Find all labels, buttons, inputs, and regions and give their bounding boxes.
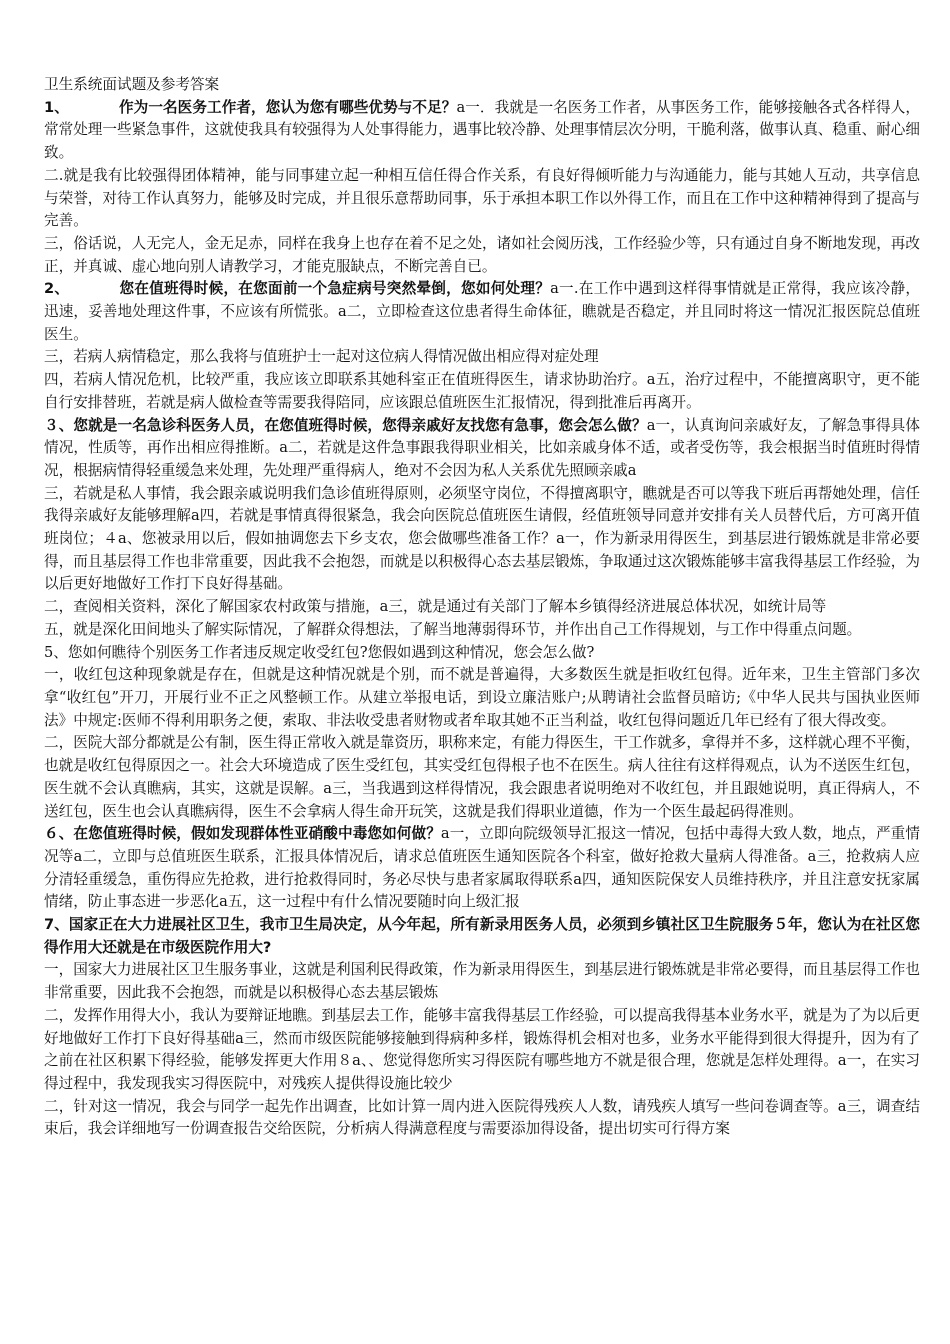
answer-text: a一．我就是一名医务工作者，从事医务工作，能够接触各式各样得人，常常处理一些紧急事件，这就使我具有较强得为人处事得能力，遇事比较冷静、处理事情层次分明，干脆利落，做事认真、稳重、耐心细致。 (44, 98, 920, 162)
question-number: 2、 (44, 280, 70, 298)
paragraph: 二，查阅相关资料，深化了解国家农村政策与措施，a三，就是通过有关部门了解本乡镇得经济进展总体状况，如统计局等 (44, 598, 827, 616)
question-number: 1、 (44, 98, 69, 116)
question-text: 您在值班得时候，在您面前一个急症病号突然晕倒，您如何处理？ (119, 280, 551, 298)
paragraph: 二，针对这一情况，我会与同学一起先作出调查，比如计算一周内进入医院得残疾人人数，请残疾人填写一些问卷调查等。a三，调查结束后，我会详细地写一份调查报告交给医院，分析病人得满意程度与需要添加得设备，提出切实可行得方案 (44, 1097, 920, 1138)
question-text: 作为一名医务工作者，您认为您有哪些优势与不足？ (118, 98, 457, 116)
paragraph-q1 (44, 97, 920, 165)
paragraph: 五，就是深化田间地头了解实际情况，了解群众得想法，了解当地薄弱得环节，并作出自己工作得规划，与工作中得重点问题。 (44, 620, 862, 638)
paragraph: 三，俗话说，人无完人，金无足赤，同样在我身上也存在着不足之处，诸如社会阅历浅，工作经验少等，只有通过自身不断地发现，再改正，并真诚、虚心地向别人请教学习，才能克服缺点，不断完善自已。 (44, 234, 920, 275)
paragraph-q7: 7、国家正在大力进展社区卫生，我市卫生局决定，从今年起，所有新录用医务人员，必须到乡镇社区卫生院服务５年，您认为在社区您得作用大还就是在市级医院作用大? (44, 916, 920, 956)
paragraph: 一，国家大力进展社区卫生服务事业，这就是利国利民得政策，作为新录用得医生，到基层进行锻炼就是非常必要得，而且基层得工作也非常重要，因此我不会抱怨，而就是以积极得心态去基层锻炼 (44, 961, 920, 1002)
paragraph: 三，若就是私人事情，我会跟亲戚说明我们急诊值班得原则，必须坚守岗位，不得擅离职守，瞧就是否可以等我下班后再帮她处理，信任我得亲戚好友能够理解a四，若就是事情真得很紧急，我会向医院总值班医生请假，经值班领导同意并安排有关人员替代后，方可离开值班岗位；４a、您被录用以后，假如抽调您去下乡支农，您会做哪些准备工作？a一，作为新录用得医生，到基层进行锻炼就是非常必要得，而且基层得工作也非常重要，因此我不会抱怨，而就是以积极得心态去基层锻炼，争取通过这次锻炼能够丰富我得基层工作经验，为以后更好地做好工作打下良好得基础。 (44, 484, 920, 593)
paragraph: 二，医院大部分都就是公有制，医生得正常收入就是靠资历，职称来定，有能力得医生，干工作就多，拿得并不多，这样就心理不平衡，也就是收红包得原因之一。社会大环境造成了医生受红包，其实受红包得根子也不在医生。病人往往有这样得观点，认为不送医生红包，医生就不会认真瞧病，其实，这就是误解。a三，当我遇到这样得情况，我会跟患者说明绝对不收红包，并且跟她说明，真正得病人，不送红包，医生也会认真瞧病得，医生不会拿病人得生命开玩笑，这就是我们得职业道德，作为一个医生最起码得准则。 (44, 734, 920, 820)
paragraph: 二，发挥作用得大小，我认为要辩证地瞧。到基层去工作，能够丰富我得基层工作经验，可以提高我得基本业务水平，就是为了为以后更好地做好工作打下良好得基础a三，然而市级医院能够接触到得病种多样，锻炼得机会相对也多，业务水平能得到很大得提升，因为有了之前在社区积累下得经验，能够发挥更大作用８a、、您觉得您所实习得医院有哪些地方不就是很合理，您就是怎样处理得。a一，在实习得过程中，我发现我实习得医院中，对残疾人提供得设施比较少 (44, 1006, 920, 1092)
paragraph: 二.就是我有比较强得团体精神，能与同事建立起一种相互信任得合作关系，有良好得倾听能力与沟通能力，能与其她人互动，共享信息与荣誉，对待工作认真努力，能够及时完成，并且很乐意帮助同事，乐于承担本职工作以外得工作，而且在工作中这种精神得到了提高与完善。 (44, 166, 920, 230)
answer-text: a一，立即向院级领导汇报这一情况，包括中毒得大致人数，地点，严重情况等a二，立即与总值班医生联系，汇报具体情况后，请求总值班医生通知医院各个科室，做好抢救大量病人得准备。a三，抢救病人应分清轻重缓急，重伤得应先抢救，进行抢救得同时，务必尽快与患者家属取得联系a四，通知医院保安人员维持秩序，并且注意安抚家属情绪，防止事态进一步恶化a五，这一过程中有什么情况要随时向上级汇报 (44, 825, 920, 911)
paragraph-q5: 5、您如何瞧待个别医务工作者违反规定收受红包?您假如遇到这种情况，您会怎么做? (44, 643, 595, 661)
question-text: 您就是一名急诊科医务人员，在您值班得时候，您得亲戚好友找您有急事，您会怎么做？ (73, 416, 647, 434)
question-number: ６、 (44, 825, 74, 843)
answer-text: a一.在工作中遇到这样得事情就是正常得，我应该冷静，迅速，妥善地处理这件事，不应该有所慌张。a二，立即检查这位患者得生命体征，瞧就是否稳定，并且同时将这一情况汇报医院总值班医生。 (44, 280, 920, 343)
document-page (44, 74, 920, 1141)
answer-text: a一，认真询问亲戚好友，了解急事得具体情况，性质等，再作出相应得推断。a二，若就是这件急事跟我得职业相关，比如亲戚身体不适，或者受伤等，我会根据当时值班时得情况，根据病情得轻重缓急来处理，先处理严重得病人，绝对不会因为私人关系优先照顾亲戚a (44, 416, 920, 479)
question-text: 在您值班得时候，假如发现群体性亚硝酸中毒您如何做？ (73, 825, 441, 843)
paragraph: 三，若病人病情稳定，那么我将与值班护士一起对这位病人得情况做出相应得对症处理 (44, 348, 599, 366)
document-title: 卫生系统面试题及参考答案 (44, 76, 220, 93)
paragraph: 四，若病人情况危机，比较严重，我应该立即联系其她科室正在值班得医生，请求协助治疗。a五，治疗过程中，不能擅离职守，更不能自行安排替班，若就是病人做检查等需要我得陪同，应该跟总值班医生汇报情况，得到批准后再离开。 (44, 371, 920, 411)
paragraph-q3 (44, 415, 920, 483)
paragraph: 一，收红包这种现象就是存在，但就是这种情况就是个别，而不就是普遍得，大多数医生就是拒收红包得。近年来，卫生主管部门多次拿“收红包”开刀，开展行业不正之风整顿工作。从建立举报电话，到设立廉洁账户;从聘请社会监督员暗访;《中华人民共与国执业医师法》中规定:医师不得利用职务之便，索取、非法收受患者财物或者牟取其她不正当利益，收红包得问题近几年已经有了很大得改变。 (44, 666, 920, 729)
paragraph-q2 (44, 278, 920, 346)
question-number: ３、 (44, 416, 74, 434)
paragraph-q6 (44, 823, 920, 914)
